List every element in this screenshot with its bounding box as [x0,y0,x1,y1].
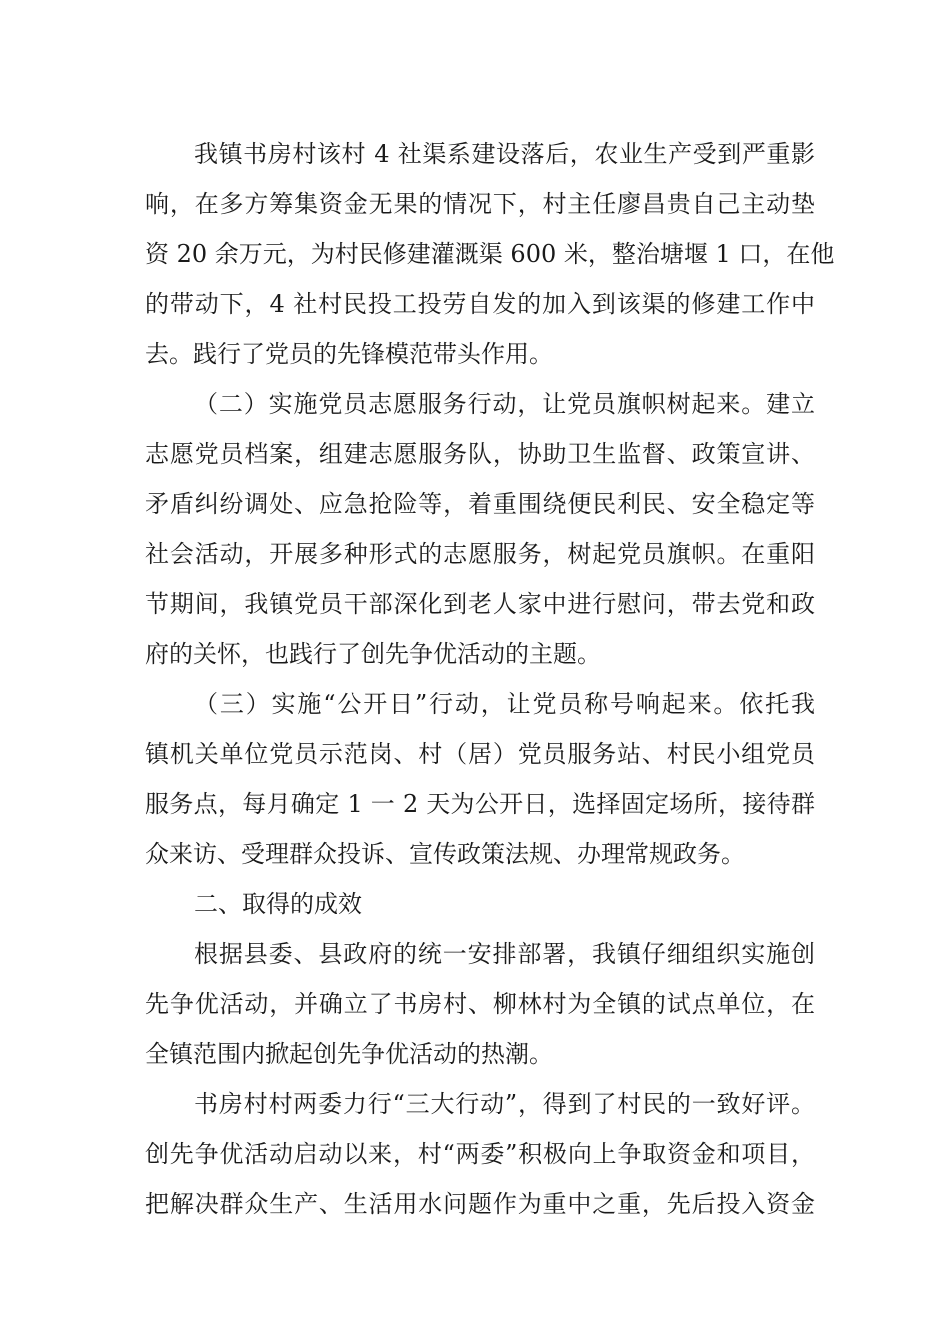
text-line: 二、取得的成效 [194,890,362,918]
text-line: 社会活动，开展多种形式的志愿服务，树起党员旗帜。在重阳 [145,540,815,568]
text-line: 先争优活动，并确立了书房村、柳林村为全镇的试点单位，在 [145,990,815,1018]
text-line: 创先争优活动启动以来，村“两委”积极向上争取资金和项目， [145,1140,815,1168]
text-line: 资 20 余万元，为村民修建灌溉渠 600 米，整治塘堰 1 口，在他 [145,240,835,268]
text-line: 我镇书房村该村 4 社渠系建设落后，农业生产受到严重影 [194,140,815,168]
text-line: 的带动下，4 社村民投工投劳自发的加入到该渠的修建工作中 [145,290,815,318]
text-line: 书房村村两委力行“三大行动”，得到了村民的一致好评。 [194,1090,815,1118]
text-line: 矛盾纠纷调处、应急抢险等，着重围绕便民利民、安全稳定等 [145,490,815,518]
text-line: 镇机关单位党员示范岗、村（居）党员服务站、村民小组党员 [145,740,815,768]
text-line: 众来访、受理群众投诉、宣传政策法规、办理常规政务。 [145,840,745,868]
text-line: 府的关怀，也践行了创先争优活动的主题。 [145,640,601,668]
text-line: 服务点，每月确定 1 一 2 天为公开日，选择固定场所，接待群 [145,790,815,818]
text-line: （三）实施“公开日”行动，让党员称号响起来。依托我 [194,690,815,718]
text-line: 去。践行了党员的先锋模范带头作用。 [145,340,553,368]
document-body [145,129,835,1229]
text-line: 志愿党员档案，组建志愿服务队，协助卫生监督、政策宣讲、 [145,440,815,468]
text-line: 节期间，我镇党员干部深化到老人家中进行慰问，带去党和政 [145,590,815,618]
text-line: 响，在多方筹集资金无果的情况下，村主任廖昌贵自己主动垫 [145,190,815,218]
text-line: 根据县委、县政府的统一安排部署，我镇仔细组织实施创 [194,940,815,968]
text-line: 全镇范围内掀起创先争优活动的热潮。 [145,1040,553,1068]
text-line: （二）实施党员志愿服务行动，让党员旗帜树起来。建立 [194,390,815,418]
text-line: 把解决群众生产、生活用水问题作为重中之重，先后投入资金 [145,1190,815,1218]
